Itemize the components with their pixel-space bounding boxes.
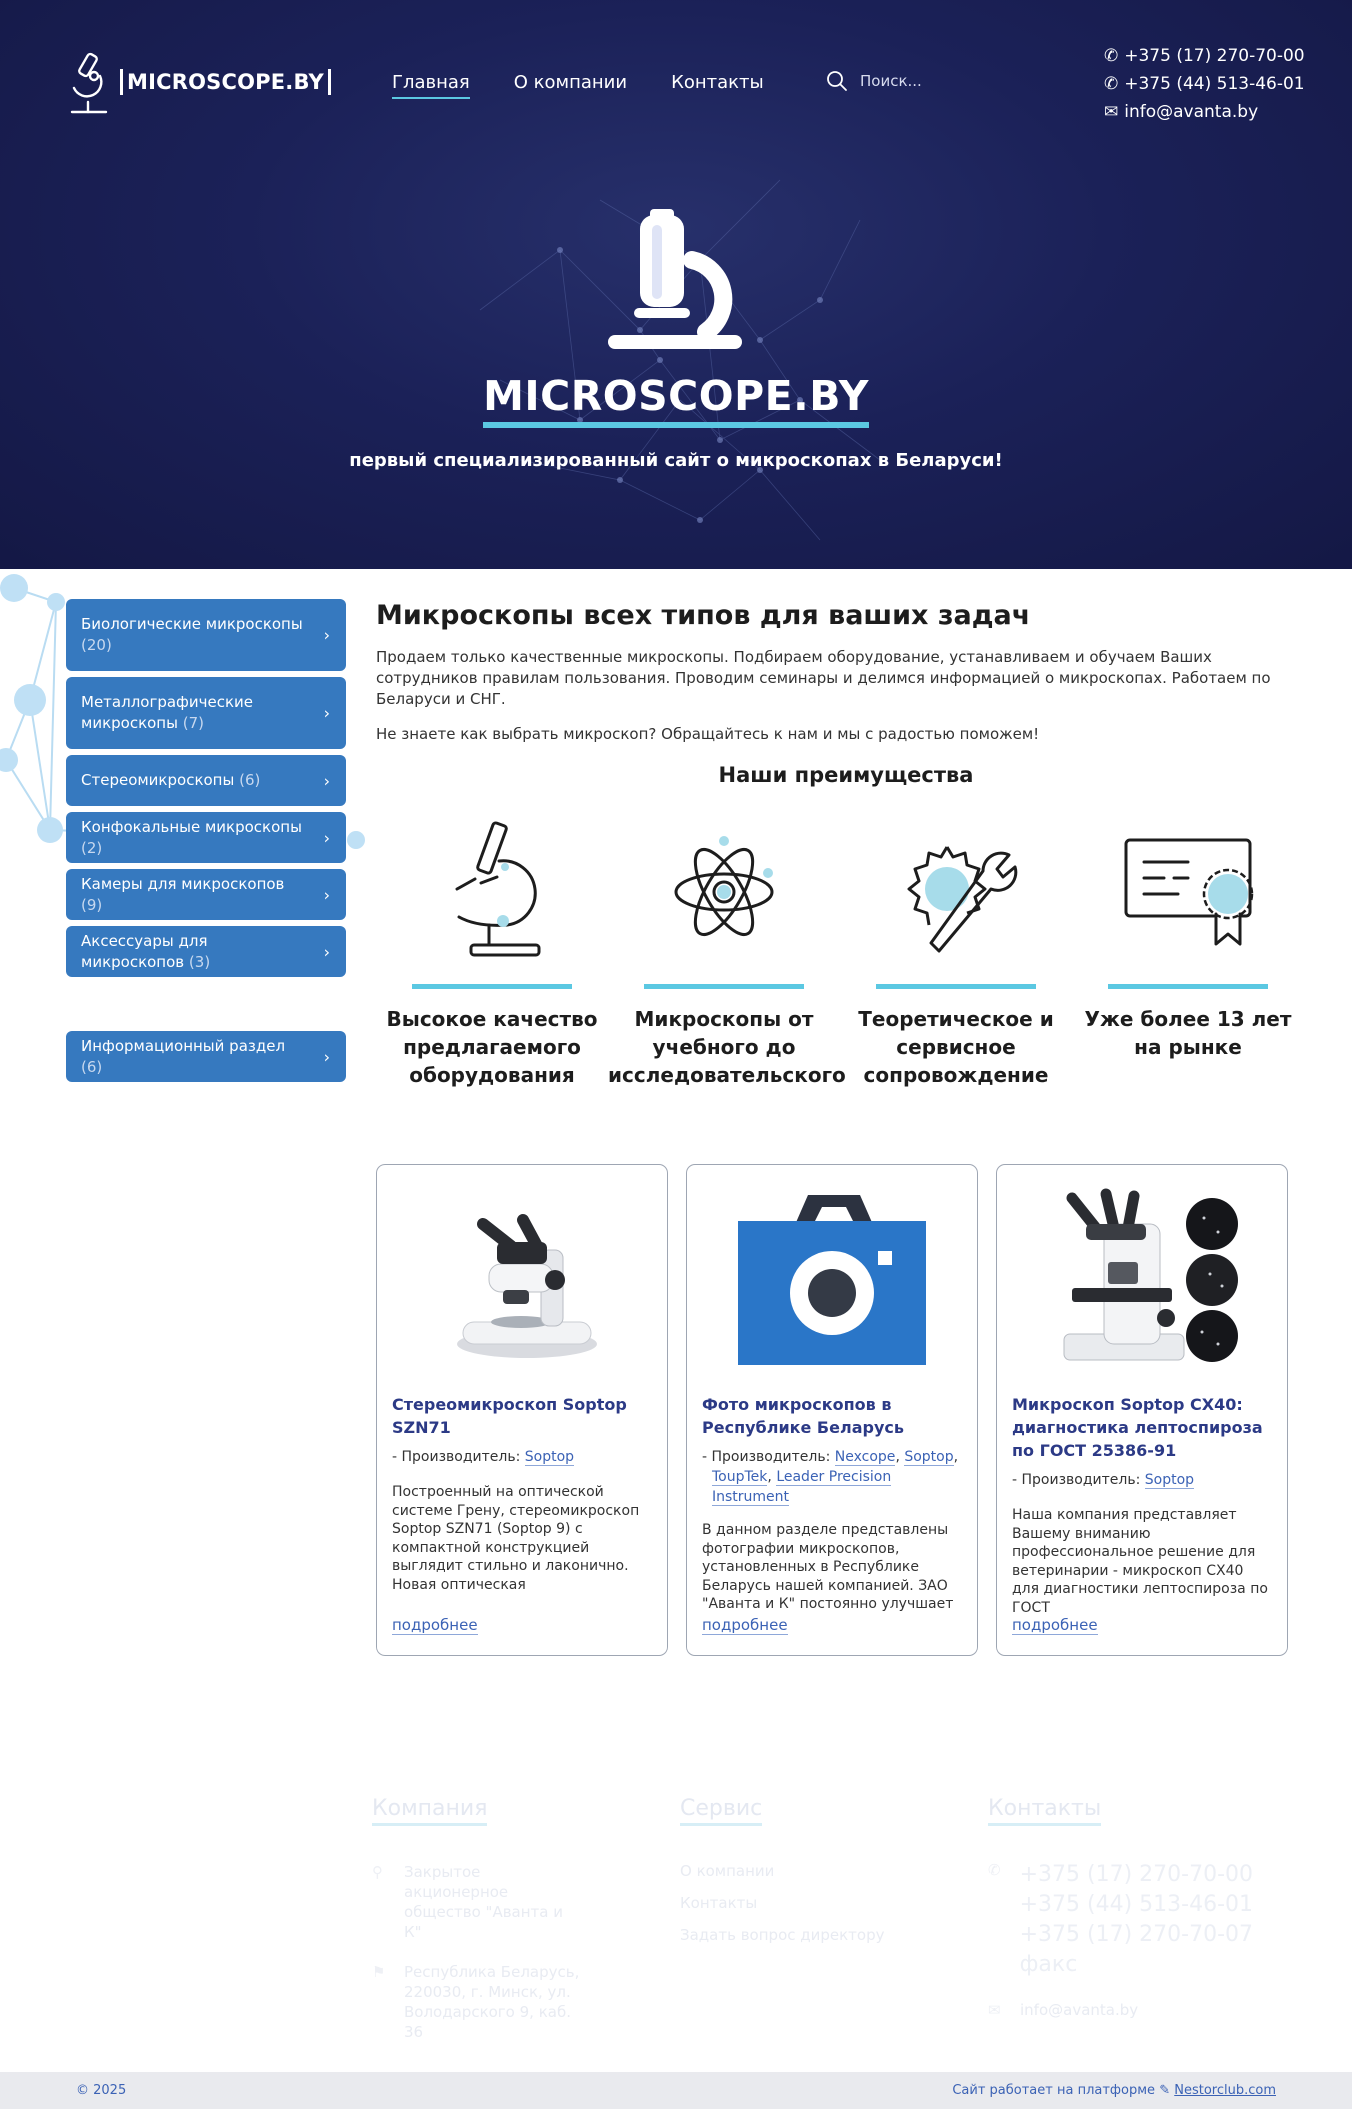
phone-icon: ✆ <box>1104 46 1119 66</box>
company-address: Республика Беларусь, 220030, г. Минск, ул. Володарского 9, каб. 36 <box>404 1963 580 2041</box>
accent-bar <box>412 984 572 989</box>
copyright: © 2025 <box>76 2083 127 2098</box>
certificate-icon <box>1118 832 1258 952</box>
chevron-right-icon: › <box>323 625 330 645</box>
sidebar-item-count: (9) <box>81 895 103 914</box>
phone-icon: ✆ <box>988 1861 1001 1879</box>
accent-bar <box>1108 984 1268 989</box>
sidebar-item-count: (20) <box>81 636 112 654</box>
help-paragraph: Не знаете как выбрать микроскоп? Обращайтесь к нам и мы с радостью поможем! <box>376 725 1040 743</box>
sidebar-item-count: (2) <box>81 838 103 857</box>
card-description: В данном разделе представлены фотографии микроскопов, установленных в Республике Беларусь нашей компанией. ЗАО "Аванта и К" постоянно улучшает <box>702 1522 954 1612</box>
hero-title: MICROSCOPE.BY <box>483 372 869 428</box>
card-description: Наша компания представляет Вашему вниманию профессиональное решение для ветеринарии - микроскоп CX40 для диагностики лептоспироза по ГОСТ <box>1012 1507 1268 1616</box>
search-input[interactable] <box>860 72 1000 90</box>
sidebar-item-label: Биологические микроскопы <box>81 615 303 633</box>
microscope-logo-icon <box>66 48 112 116</box>
category-sidebar <box>66 599 346 1088</box>
search-icon[interactable] <box>826 70 848 92</box>
footer-service <box>680 1796 970 1944</box>
hero-microscope-icon <box>600 205 750 355</box>
nav-contacts[interactable]: Контакты <box>671 72 764 93</box>
footer-company-title: Компания <box>372 1796 487 1826</box>
footer-fax[interactable]: +375 (17) 270-70-07 факс <box>1019 1922 1254 1977</box>
advantage-label: Уже более 13 лет на рынке <box>1084 1007 1292 1059</box>
bottom-bar <box>0 2072 1352 2109</box>
advantage-item <box>1072 812 1304 1089</box>
search-box <box>826 70 1000 92</box>
phone-icon: ✆ <box>1104 74 1119 94</box>
main-content <box>376 600 1316 1634</box>
sidebar-item-confocal[interactable] <box>66 812 346 863</box>
card-title[interactable]: Фото микроскопов в Республике Беларусь <box>702 1395 904 1437</box>
platform-link[interactable]: Nestorclub.com <box>1174 2083 1276 2098</box>
card-title[interactable]: Стереомикроскоп Soptop SZN71 <box>392 1395 627 1437</box>
maker-link[interactable]: Soptop <box>904 1449 954 1465</box>
footer-service-title: Сервис <box>680 1796 762 1826</box>
footer-phone-2[interactable]: +375 (44) 513-46-01 <box>1019 1892 1254 1917</box>
card-title[interactable]: Микроскоп Soptop CX40: диагностика лептоспироза по ГОСТ 25386-91 <box>1012 1395 1263 1460</box>
card-maker: - Производитель: Soptop <box>1012 1472 1195 1488</box>
maker-link[interactable]: Leader Precision Instrument <box>712 1469 892 1505</box>
more-link[interactable]: подробнее <box>702 1616 788 1634</box>
sidebar-item-stereo[interactable] <box>66 755 346 806</box>
powered-by <box>952 2083 1276 2098</box>
advantage-item <box>840 812 1072 1089</box>
advantages-title: Наши преимущества <box>718 763 974 787</box>
chevron-right-icon: › <box>323 942 330 961</box>
header-phone-2[interactable]: +375 (44) 513-46-01 <box>1124 74 1305 94</box>
hero-banner <box>0 0 1352 569</box>
footer-phone-1[interactable]: +375 (17) 270-70-00 <box>1019 1862 1254 1887</box>
maker-link[interactable]: Soptop <box>1144 1472 1195 1488</box>
product-card[interactable] <box>996 1164 1288 1656</box>
advantage-item <box>376 812 608 1089</box>
chevron-right-icon: › <box>323 828 330 847</box>
product-card[interactable] <box>376 1164 668 1656</box>
footer-email[interactable]: info@avanta.by <box>1020 2001 1139 2019</box>
intro-paragraph: Продаем только качественные микроскопы. Подбираем оборудование, устанавливаем и обучаем Ваших сотрудников правилам пользования. Проводим семинары и делимся информацией о микроскопах. Работаем по Беларуси и СНГ. <box>376 648 1271 708</box>
maker-link[interactable]: Nexcope <box>834 1449 896 1465</box>
sidebar-item-label: Стереомикроскопы <box>81 771 235 789</box>
logo-text: MICROSCOPE.BY <box>120 69 331 95</box>
sidebar-item-label: Металлографические микроскопы <box>81 693 253 732</box>
gear-wrench-icon <box>891 827 1021 957</box>
advantage-item <box>608 812 846 1089</box>
footer-link-about[interactable]: О компании <box>680 1862 775 1880</box>
hero-title-wrap <box>0 372 1352 428</box>
header-email[interactable]: info@avanta.by <box>1124 102 1259 122</box>
accent-bar <box>644 984 804 989</box>
atom-icon <box>664 827 784 957</box>
footer-contacts <box>988 1796 1312 2020</box>
maker-label: Производитель: <box>401 1449 521 1465</box>
card-maker: - Производитель: Nexcope, Soptop, ToupTek, Leader Precision Instrument <box>702 1449 959 1505</box>
card-description: Построенный на оптической системе Грену, стереомикроскоп Soptop SZN71 (Soptop 9) с компактной конструкцией выглядит стильно и лаконично. Новая оптическая <box>392 1484 640 1593</box>
footer-company <box>372 1796 662 2042</box>
page-title: Микроскопы всех типов для ваших задач <box>376 600 1031 631</box>
sidebar-item-count: (7) <box>182 714 204 732</box>
sidebar-item-count: (6) <box>239 771 261 789</box>
footer-link-ask-director[interactable]: Задать вопрос директору <box>680 1926 885 1944</box>
header-contacts <box>1104 42 1305 126</box>
maker-link[interactable]: ToupTek <box>712 1469 768 1485</box>
sidebar-item-cameras[interactable] <box>66 869 346 920</box>
footer-link-contacts[interactable]: Контакты <box>680 1894 758 1912</box>
camera-icon <box>732 1189 932 1369</box>
powered-label: Сайт работает на платформе <box>952 2083 1156 2098</box>
site-logo[interactable] <box>66 48 331 116</box>
nav-about[interactable]: О компании <box>513 72 628 93</box>
person-icon: ⚲ <box>372 1863 383 1881</box>
chevron-right-icon: › <box>323 885 330 904</box>
product-card[interactable] <box>686 1164 978 1656</box>
platform-icon: ✎ <box>1159 2083 1171 2098</box>
more-link[interactable]: подробнее <box>392 1616 478 1634</box>
main-nav <box>392 72 764 99</box>
sidebar-item-label: Конфокальные микроскопы <box>81 817 302 836</box>
advantage-label: Теоретическое и сервисное сопровождение <box>858 1007 1054 1087</box>
mail-icon: ✉ <box>1104 102 1119 122</box>
advantage-label: Высокое качество предлагаемого оборудования <box>386 1007 598 1087</box>
microscope-cx40-image <box>1042 1184 1242 1374</box>
stereomicroscope-image <box>437 1194 607 1364</box>
mail-icon: ✉ <box>988 2001 1001 2019</box>
maker-link[interactable]: Soptop <box>524 1449 575 1465</box>
sidebar-item-label: Камеры для микроскопов <box>81 874 285 893</box>
card-maker: - Производитель: Soptop <box>392 1449 575 1465</box>
header-phone-1[interactable]: +375 (17) 270-70-00 <box>1124 46 1305 66</box>
sidebar-item-biological[interactable] <box>66 599 346 671</box>
sidebar-item-info[interactable] <box>66 1031 346 1082</box>
sidebar-item-metallographic[interactable] <box>66 677 346 749</box>
maker-label: Производитель: <box>1021 1472 1141 1488</box>
chevron-right-icon: › <box>323 1047 330 1066</box>
accent-bar <box>876 984 1036 989</box>
hero-subtitle: первый специализированный сайт о микроскопах в Беларуси! <box>349 450 1003 471</box>
sidebar-item-label: Аксессуары для микроскопов <box>81 931 208 971</box>
sidebar-item-count: (6) <box>81 1057 103 1076</box>
location-pin-icon: ⚑ <box>372 1963 386 1981</box>
sidebar-item-count: (3) <box>188 952 211 971</box>
product-cards <box>376 1164 1288 1656</box>
footer-contacts-title: Контакты <box>988 1796 1101 1826</box>
advantage-label: Микроскопы от учебного до исследовательского <box>608 1007 846 1087</box>
chevron-right-icon: › <box>323 703 330 723</box>
more-link[interactable]: подробнее <box>1012 1616 1098 1634</box>
nav-home[interactable]: Главная <box>392 72 470 99</box>
maker-label: Производитель: <box>711 1449 831 1465</box>
chevron-right-icon: › <box>323 771 330 790</box>
advantages-list <box>376 812 1316 1089</box>
sidebar-item-accessories[interactable] <box>66 926 346 977</box>
company-name: Закрытое акционерное общество "Аванта и К" <box>404 1863 564 1941</box>
sidebar-item-label: Информационный раздел <box>81 1036 286 1055</box>
microscope-icon <box>437 817 547 967</box>
